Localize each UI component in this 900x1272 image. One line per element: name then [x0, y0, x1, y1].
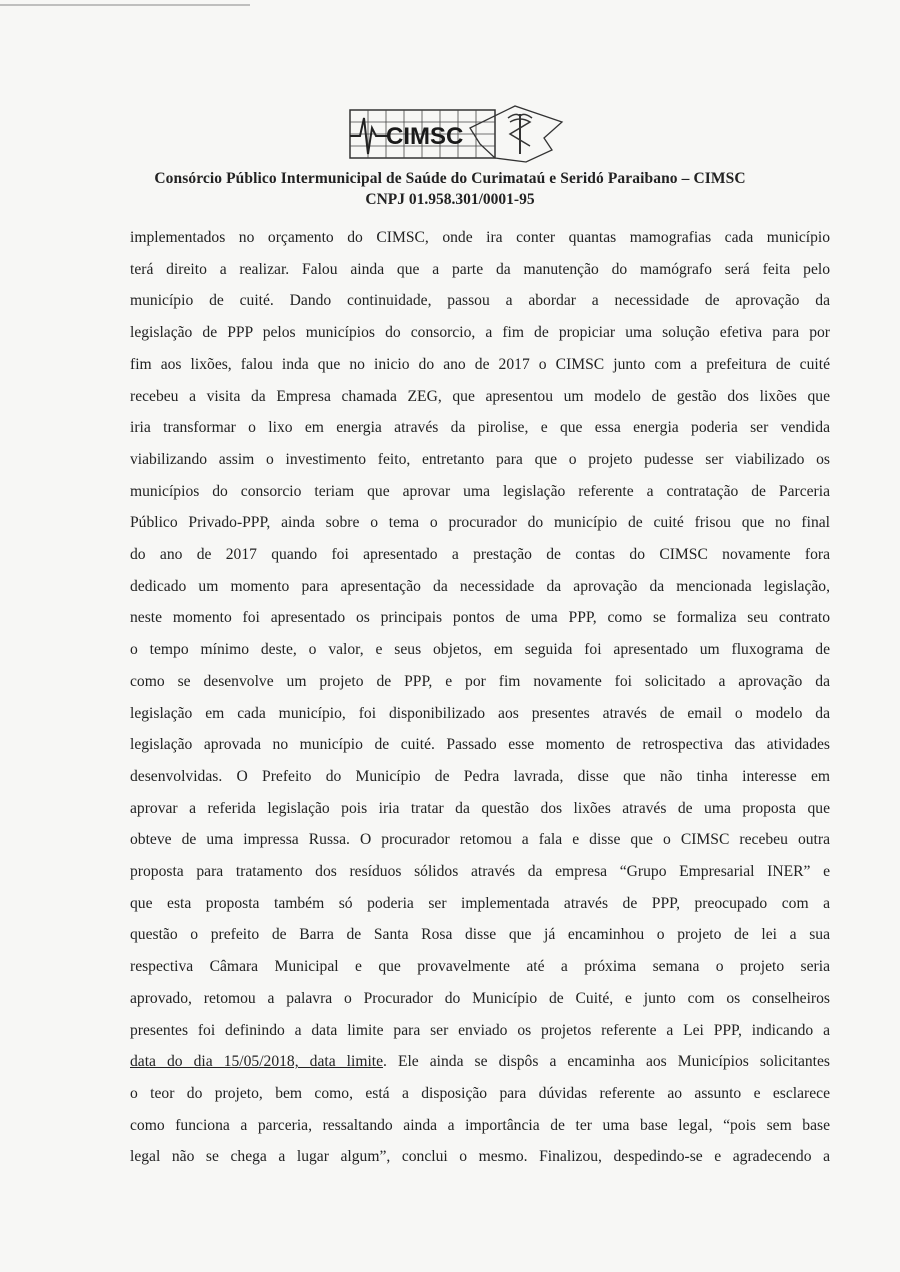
letterhead: [0, 100, 900, 209]
text-line: município de cuité. Dando continuidade, passou a abordar a necessidade de aprovação da: [130, 292, 830, 310]
text-line: recebeu a visita da Empresa chamada ZEG, que apresentou um modelo de gestão dos lixões que: [130, 387, 830, 405]
text-line: Público Privado-PPP, ainda sobre o tema o procurador do município de cuité frisou que no final: [130, 514, 830, 532]
text-line: como se desenvolve um projeto de PPP, e por fim novamente foi solicitado a aprovação da: [130, 672, 830, 690]
text-line: respectiva Câmara Municipal e que provavelmente até a próxima semana o projeto seria: [130, 958, 830, 976]
text-line: legislação aprovada no município de cuité. Passado esse momento de retrospectiva das atividades: [130, 736, 830, 754]
text-line: questão o prefeito de Barra de Santa Rosa disse que já encaminhou o projeto de lei a sua: [130, 926, 830, 944]
text-line: neste momento foi apresentado os principais pontos de uma PPP, como se formaliza seu contrato: [130, 609, 830, 627]
text-line: aprovado, retomou a palavra o Procurador do Município de Cuité, e junto com os conselheiros: [130, 989, 830, 1007]
text-line: legislação de PPP pelos municípios do consorcio, a fim de propiciar uma solução efetiva para por: [130, 324, 830, 342]
text-line: que esta proposta também só poderia ser implementada através de PPP, preocupado com a: [130, 894, 830, 912]
text-line: terá direito a realizar. Falou ainda que a parte da manutenção do mamógrafo será feita pelo: [130, 260, 830, 278]
text-line: viabilizando assim o investimento feito, entretanto para que o projeto pudesse ser viabilizado os: [130, 450, 830, 468]
text-line: como funciona a parceria, ressaltando ainda a importância de ter uma base legal, “pois sem base: [130, 1116, 830, 1134]
text-line: dedicado um momento para apresentação da necessidade da aprovação da mencionada legislação,: [130, 577, 830, 595]
text-line: aprovar a referida legislação pois iria tratar da questão dos lixões através de uma proposta que: [130, 799, 830, 817]
text-line: legislação em cada município, foi disponibilizado aos presentes através de email o modelo da: [130, 704, 830, 722]
cimsc-logo: [330, 100, 570, 168]
text-line: proposta para tratamento dos resíduos sólidos através da empresa “Grupo Empresarial INER” e: [130, 863, 830, 881]
text-line: o tempo mínimo deste, o valor, e seus objetos, em seguida foi apresentado um fluxograma de: [130, 641, 830, 659]
text-segment: . Ele ainda se dispôs a encaminha aos Municípios solicitantes: [383, 1053, 830, 1071]
text-line: o teor do projeto, bem como, está a disposição para dúvidas referente ao assunto e esclarece: [130, 1084, 830, 1102]
organization-name: Consórcio Público Intermunicipal de Saúde do Curimataú e Seridó Paraibano – CIMSC: [154, 170, 746, 187]
text-line: iria transformar o lixo em energia através da pirolise, e que essa energia poderia ser vendida: [130, 419, 830, 437]
text-line: legal não se chega a lugar algum”, conclui o mesmo. Finalizou, despedindo-se e agradecendo a: [130, 1148, 830, 1166]
deadline-date: data do dia 15/05/2018, data limite: [130, 1053, 384, 1071]
text-line: municípios do consorcio teriam que aprovar uma legislação referente a contratação de Parceria: [130, 482, 830, 500]
text-line: do ano de 2017 quando foi apresentado a prestação de contas do CIMSC novamente fora: [130, 546, 830, 564]
scan-edge-line: [0, 4, 250, 6]
cnpj-number: CNPJ 01.958.301/0001-95: [365, 191, 535, 208]
minutes-body: [130, 222, 830, 1173]
svg-text:CIMSC: CIMSC: [386, 123, 464, 150]
text-line: desenvolvidas. O Prefeito do Município de Pedra lavrada, disse que não tinha interesse em: [130, 767, 830, 785]
text-line-with-deadline: [130, 1046, 830, 1078]
text-line: implementados no orçamento do CIMSC, onde ira conter quantas mamografias cada município: [130, 229, 830, 246]
text-line: fim aos lixões, falou inda que no inicio do ano de 2017 o CIMSC junto com a prefeitura de cuité: [130, 355, 830, 373]
text-line: obteve de uma impressa Russa. O procurador retomou a fala e disse que o CIMSC recebeu outra: [130, 831, 830, 849]
text-line: presentes foi definindo a data limite para ser enviado os projetos referente a Lei PPP, indicando a: [130, 1021, 830, 1039]
